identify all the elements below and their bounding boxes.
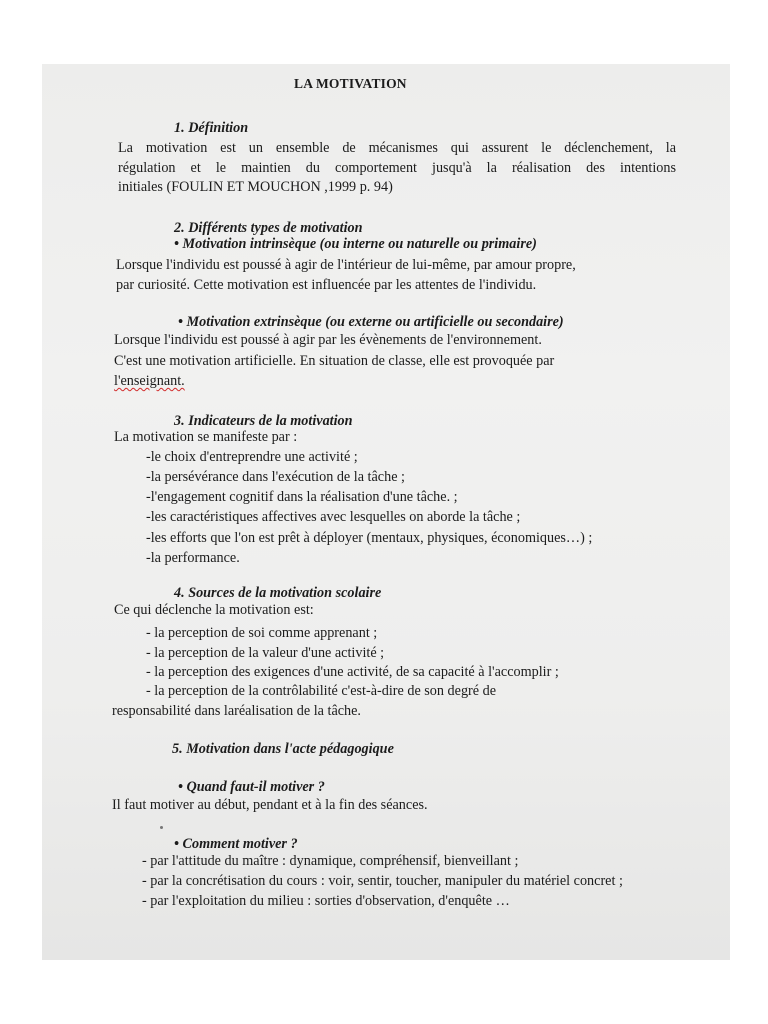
intrinsic-line-2: par curiosité. Cette motivation est influencée par les attentes de l'individu. <box>116 277 537 293</box>
scanned-page <box>42 64 730 960</box>
intrinsic-heading: • Motivation intrinsèque (ou interne ou naturelle ou primaire) <box>174 236 537 252</box>
sources-intro: Ce qui déclenche la motivation est: <box>114 602 314 618</box>
indicator-item: -la performance. <box>146 550 240 566</box>
how-item: - par la concrétisation du cours : voir, sentir, toucher, manipuler du matériel concret ; <box>142 873 623 889</box>
types-heading: 2. Différents types de motivation <box>174 220 363 236</box>
extrinsic-line-1: Lorsque l'individu est poussé à agir par les évènements de l'environnement. <box>114 332 542 348</box>
indicator-item: -les caractéristiques affectives avec lesquelles on aborde la tâche ; <box>146 509 521 525</box>
definition-line-2: régulation et le maintien du comportement jusqu'à la réalisation des intentions <box>118 160 676 176</box>
definition-line-3: initiales (FOULIN ET MOUCHON ,1999 p. 94) <box>118 179 393 195</box>
intrinsic-line-1: Lorsque l'individu est poussé à agir de l'intérieur de lui-même, par amour propre, <box>116 257 576 273</box>
when-heading: • Quand faut-il motiver ? <box>178 779 325 795</box>
extrinsic-heading: • Motivation extrinsèque (ou externe ou artificielle ou secondaire) <box>178 314 564 330</box>
definition-line-1: La motivation est un ensemble de mécanismes qui assurent le déclenchement, la <box>118 140 676 156</box>
indicators-heading: 3. Indicateurs de la motivation <box>174 413 353 429</box>
stray-mark <box>160 826 163 829</box>
extrinsic-line-3: l'enseignant. <box>114 373 185 389</box>
indicator-item: -les efforts que l'on est prêt à déployer (mentaux, physiques, économiques…) ; <box>146 530 593 546</box>
document-title: LA MOTIVATION <box>294 76 407 91</box>
source-item: - la perception de la valeur d'une activité ; <box>146 645 385 661</box>
pedagogy-heading: 5. Motivation dans l'acte pédagogique <box>172 741 394 757</box>
indicator-item: -l'engagement cognitif dans la réalisation d'une tâche. ; <box>146 489 458 505</box>
source-item: - la perception de soi comme apprenant ; <box>146 625 378 641</box>
definition-heading: 1. Définition <box>174 120 249 136</box>
source-item: - la perception de la contrôlabilité c'est-à-dire de son degré de <box>146 683 496 699</box>
sources-heading: 4. Sources de la motivation scolaire <box>174 585 382 601</box>
indicators-intro: La motivation se manifeste par : <box>114 429 298 445</box>
how-item: - par l'exploitation du milieu : sorties d'observation, d'enquête … <box>142 893 510 909</box>
indicator-item: -le choix d'entreprendre une activité ; <box>146 449 358 465</box>
indicator-item: -la persévérance dans l'exécution de la tâche ; <box>146 469 405 485</box>
source-item: - la perception des exigences d'une activité, de sa capacité à l'accomplir ; <box>146 664 559 680</box>
how-item: - par l'attitude du maître : dynamique, compréhensif, bienveillant ; <box>142 853 519 869</box>
source-item-continuation: responsabilité dans laréalisation de la tâche. <box>112 703 361 719</box>
how-heading: • Comment motiver ? <box>174 836 298 852</box>
when-text: Il faut motiver au début, pendant et à la fin des séances. <box>112 797 428 813</box>
extrinsic-line-2: C'est une motivation artificielle. En situation de classe, elle est provoquée par <box>114 353 555 369</box>
